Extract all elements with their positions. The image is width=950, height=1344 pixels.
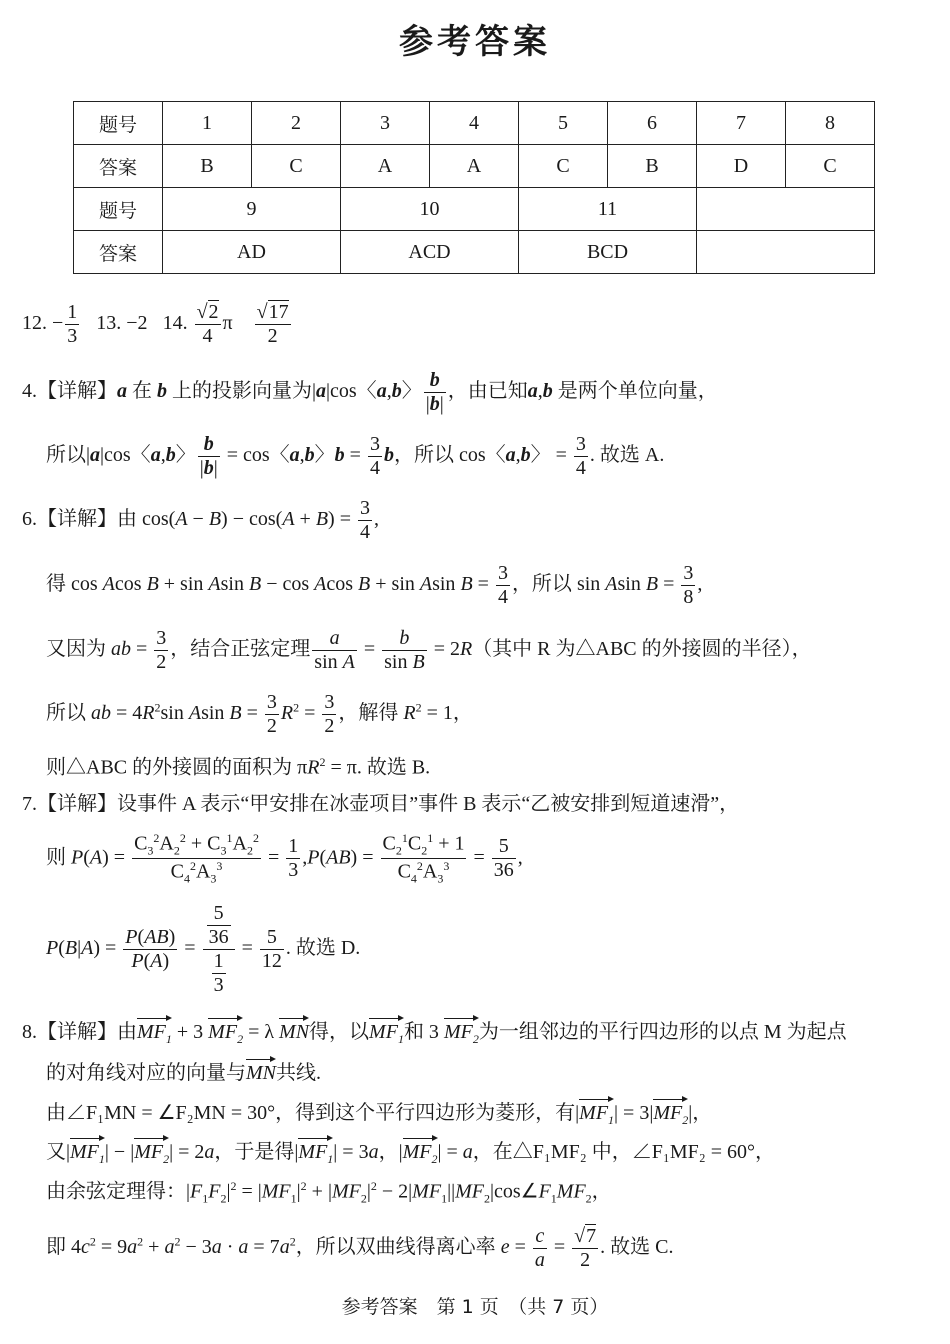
table-cell xyxy=(697,231,875,274)
solution-7-line-1: 7.【详解】设事件 A 表示“甲安排在冰壶项目”事件 B 表示“乙被安排到短道速滑”， xyxy=(22,793,740,815)
table-cell: 5 xyxy=(519,102,608,145)
table-row xyxy=(74,231,875,274)
solution-6-line-2: 得 cos Acos B + sin Asin B − cos Acos B + sin Asin B = $\frac{3}{4}$ ，所以 sin Asin B = $\frac{3}{8}$ , xyxy=(46,562,703,608)
table-cell: 2 xyxy=(252,102,341,145)
row-header: 题号 xyxy=(74,188,163,231)
table-cell: 11 xyxy=(519,188,697,231)
table-row xyxy=(74,188,875,231)
page-title: 参考答案 xyxy=(399,22,551,62)
table-cell: A xyxy=(341,145,430,188)
solution-8-line-4: 又$|MF_1| - |MF_2| = 2a$，于是得$|MF_1| = 3a$，$|MF_2| = a$，在△F₁MF₂ 中，∠F₁MF₂ = 60°， xyxy=(46,1136,775,1165)
solution-6-line-4: 所以 ab = $4R^2\sin$ Asin B = $\frac{3}{2}$ $R^2$ = $\frac{3}{2}$ ，解得 $R^2 = 1$， xyxy=(46,691,473,737)
solution-7-line-2: 则 P(A) = $\frac{C_3^2A_2^2 + C_3^1A_2^2}{C_4^2A_3^3}$ = $\frac{1}{3}$ ,P(AB) = $\frac{C_2^1C_2^1 + 1}{C_4^2A_3^3}$ = $\frac{5}{36}$ , xyxy=(46,831,523,886)
fill-in-answers: 12. − $\frac{1}{3}$ 13. −2 14. $\frac{√2}{4}$ π $\frac{√17}{2}$ xyxy=(22,301,289,347)
table-row xyxy=(74,145,875,188)
table-cell: BCD xyxy=(519,231,697,274)
solution-6-line-3: 又因为 ab = $\frac{3}{2}$ ，结合正弦定理 $\frac{a}{\text{sin A}}$ = $\frac{b}{\text{sin B}}$ = 2R（其中 R 为△ABC 的外接圆的半径）， xyxy=(46,627,812,673)
table-cell: ACD xyxy=(341,231,519,274)
solution-8-line-2: 的对角线对应的向量与MN共线. xyxy=(46,1057,321,1083)
row-header: 答案 xyxy=(74,231,163,274)
table-cell: A xyxy=(430,145,519,188)
table-cell: AD xyxy=(163,231,341,274)
table-cell: D xyxy=(697,145,786,188)
solution-6-line-5: 则△ABC 的外接圆的面积为 $\pi R^2 = \pi$. 故选 B. xyxy=(46,755,431,779)
table-row xyxy=(74,102,875,145)
table-cell: C xyxy=(252,145,341,188)
solution-8-line-3: 由∠F₁MN = ∠F₂MN = 30°，得到这个平行四边形为菱形，有$|MF_1| = 3|MF_2|$， xyxy=(46,1097,712,1126)
row-header: 题号 xyxy=(74,102,163,145)
table-cell: 6 xyxy=(608,102,697,145)
table-cell: 3 xyxy=(341,102,430,145)
solution-8-line-5: 由余弦定理得：$|F_1F_2|^2 = |MF_1|^2 + |MF_2|^2$ − $2|MF_1||MF_2|\cos\angle F_1MF_2$， xyxy=(46,1179,612,1206)
table-cell xyxy=(697,188,875,231)
solution-4-line-2: 所以|a|cos〈a,b〉 $\frac{b}{|b|}$ = cos〈a,b〉b = $\frac{3}{4}$ b，所以 cos〈a,b〉 = $\frac{3}{4}$ . 故选 A. xyxy=(46,433,665,479)
solution-8-line-6: 即 $4c^2 = 9a^2 + a^2 - 3a \cdot a = 7a^2$，所以双曲线得离心率 e = $\frac{c}{a}$ = $\frac{√7}{2}$ . 故选 C. xyxy=(46,1225,674,1271)
solution-6-line-1: 6.【详解】由 cos(A − B) − cos(A + B) = $\frac{3}{4}$ , xyxy=(22,497,379,543)
table-cell: B xyxy=(163,145,252,188)
table-cell: C xyxy=(786,145,875,188)
table-cell: 4 xyxy=(430,102,519,145)
table-cell: 1 xyxy=(163,102,252,145)
table-cell: 7 xyxy=(697,102,786,145)
solution-4-line-1: 4.【详解】a 在 b 上的投影向量为|a|cos〈a,b〉 $\frac{b}{|b|}$ ，由已知a,b 是两个单位向量， xyxy=(22,369,718,415)
table-cell: 8 xyxy=(786,102,875,145)
row-header: 答案 xyxy=(74,145,163,188)
solution-8-line-1: 8.【详解】由$MF_1 + 3$ $MF_2 = \lambda$ MN得，以$MF_1$和 3 $MF_2$为一组邻边的平行四边形的以点 M 为起点 xyxy=(22,1016,847,1045)
solution-7-line-3: P(B|A) = $\frac{P(AB)}{P(A)}$ = $\frac{\frac{5}{36}}{\frac{1}{3}}$ = $\frac{5}{12}$ . 故选 D. xyxy=(46,902,361,996)
page-footer: 参考答案 第 1 页 （共 7 页） xyxy=(341,1296,609,1318)
table-cell: 9 xyxy=(163,188,341,231)
table-cell: B xyxy=(608,145,697,188)
table-cell: C xyxy=(519,145,608,188)
table-cell: 10 xyxy=(341,188,519,231)
answer-table xyxy=(73,101,875,274)
